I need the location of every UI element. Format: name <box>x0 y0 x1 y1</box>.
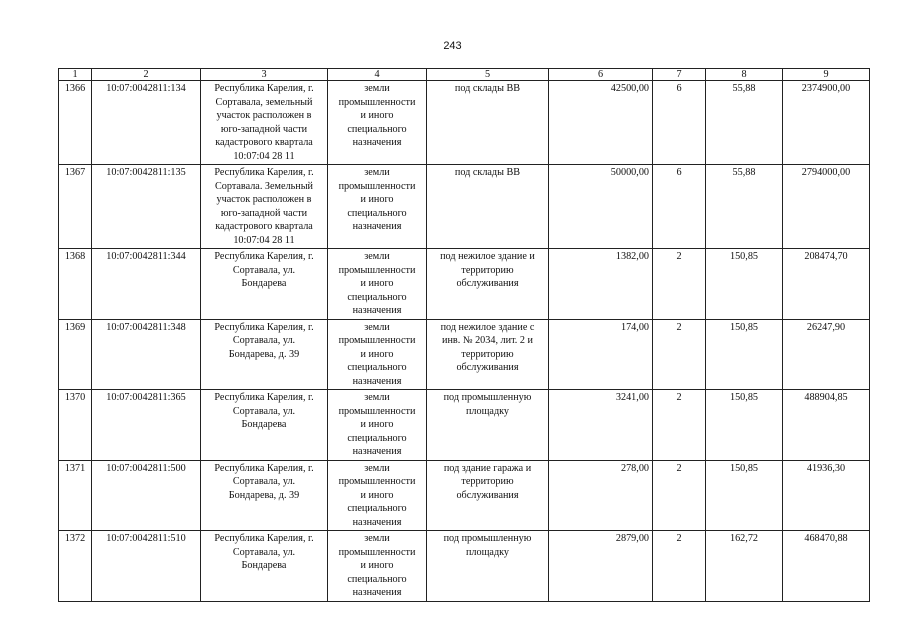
permitted-use: под склады ВВ <box>427 81 549 165</box>
group: 2 <box>653 319 706 390</box>
cadastral-number: 10:07:0042811:510 <box>92 531 201 602</box>
table-row <box>59 460 870 531</box>
cadastral-value: 41936,30 <box>783 460 870 531</box>
table-row <box>59 81 870 165</box>
permitted-use: под нежилое здание и территорию обслуживания <box>427 249 549 320</box>
land-category: земли промышленности и иного специального назначения <box>328 319 427 390</box>
table-row <box>59 249 870 320</box>
permitted-use: под нежилое здание с инв. № 2034, лит. 2 и территорию обслуживания <box>427 319 549 390</box>
land-category: земли промышленности и иного специального назначения <box>328 460 427 531</box>
address: Республика Карелия, г. Сортавала, ул. Бондарева <box>201 390 328 461</box>
area: 174,00 <box>549 319 653 390</box>
address: Республика Карелия, г. Сортавала, земельный участок расположен в юго-западной части кадастрового квартала 10:07:04 28 11 <box>201 81 328 165</box>
rate: 150,85 <box>706 460 783 531</box>
group: 2 <box>653 390 706 461</box>
group: 6 <box>653 81 706 165</box>
row-number: 1372 <box>59 531 92 602</box>
cadastral-number: 10:07:0042811:344 <box>92 249 201 320</box>
address: Республика Карелия, г. Сортавала, ул. Бондарева <box>201 531 328 602</box>
rate: 162,72 <box>706 531 783 602</box>
group: 2 <box>653 531 706 602</box>
col-header: 2 <box>92 69 201 81</box>
cadastral-value: 2794000,00 <box>783 165 870 249</box>
col-header: 5 <box>427 69 549 81</box>
cadastral-value: 488904,85 <box>783 390 870 461</box>
group: 6 <box>653 165 706 249</box>
col-header: 8 <box>706 69 783 81</box>
cadastral-value: 2374900,00 <box>783 81 870 165</box>
land-category: земли промышленности и иного специального назначения <box>328 81 427 165</box>
cadastral-value: 208474,70 <box>783 249 870 320</box>
col-header: 6 <box>549 69 653 81</box>
cadastral-number: 10:07:0042811:135 <box>92 165 201 249</box>
header-row <box>59 69 870 81</box>
rate: 55,88 <box>706 81 783 165</box>
address: Республика Карелия, г. Сортавала, ул. Бондарева <box>201 249 328 320</box>
land-category: земли промышленности и иного специального назначения <box>328 165 427 249</box>
cadastral-number: 10:07:0042811:500 <box>92 460 201 531</box>
row-number: 1366 <box>59 81 92 165</box>
permitted-use: под промышленную площадку <box>427 390 549 461</box>
row-number: 1369 <box>59 319 92 390</box>
rate: 150,85 <box>706 319 783 390</box>
permitted-use: под промышленную площадку <box>427 531 549 602</box>
table-row <box>59 319 870 390</box>
cadastral-value: 468470,88 <box>783 531 870 602</box>
table-row <box>59 390 870 461</box>
row-number: 1367 <box>59 165 92 249</box>
row-number: 1370 <box>59 390 92 461</box>
col-header: 3 <box>201 69 328 81</box>
cadastral-number: 10:07:0042811:365 <box>92 390 201 461</box>
permitted-use: под здание гаража и территорию обслуживания <box>427 460 549 531</box>
rate: 150,85 <box>706 390 783 461</box>
col-header: 1 <box>59 69 92 81</box>
address: Республика Карелия, г. Сортавала, ул. Бондарева, д. 39 <box>201 319 328 390</box>
area: 2879,00 <box>549 531 653 602</box>
page-number: 243 <box>443 40 462 52</box>
row-number: 1368 <box>59 249 92 320</box>
col-header: 9 <box>783 69 870 81</box>
area: 278,00 <box>549 460 653 531</box>
rate: 55,88 <box>706 165 783 249</box>
cadastral-number: 10:07:0042811:134 <box>92 81 201 165</box>
area: 42500,00 <box>549 81 653 165</box>
col-header: 4 <box>328 69 427 81</box>
permitted-use: под склады ВВ <box>427 165 549 249</box>
table-row <box>59 531 870 602</box>
group: 2 <box>653 249 706 320</box>
address: Республика Карелия, г. Сортавала, ул. Бондарева, д. 39 <box>201 460 328 531</box>
rate: 150,85 <box>706 249 783 320</box>
cadastral-value: 26247,90 <box>783 319 870 390</box>
area: 1382,00 <box>549 249 653 320</box>
address: Республика Карелия, г. Сортавала. Земельный участок расположен в юго-западной части кадастрового квартала 10:07:04 28 11 <box>201 165 328 249</box>
land-category: земли промышленности и иного специального назначения <box>328 249 427 320</box>
area: 50000,00 <box>549 165 653 249</box>
row-number: 1371 <box>59 460 92 531</box>
land-registry-table <box>58 68 870 602</box>
land-category: земли промышленности и иного специального назначения <box>328 390 427 461</box>
cadastral-number: 10:07:0042811:348 <box>92 319 201 390</box>
land-category: земли промышленности и иного специального назначения <box>328 531 427 602</box>
col-header: 7 <box>653 69 706 81</box>
table-row <box>59 165 870 249</box>
area: 3241,00 <box>549 390 653 461</box>
group: 2 <box>653 460 706 531</box>
